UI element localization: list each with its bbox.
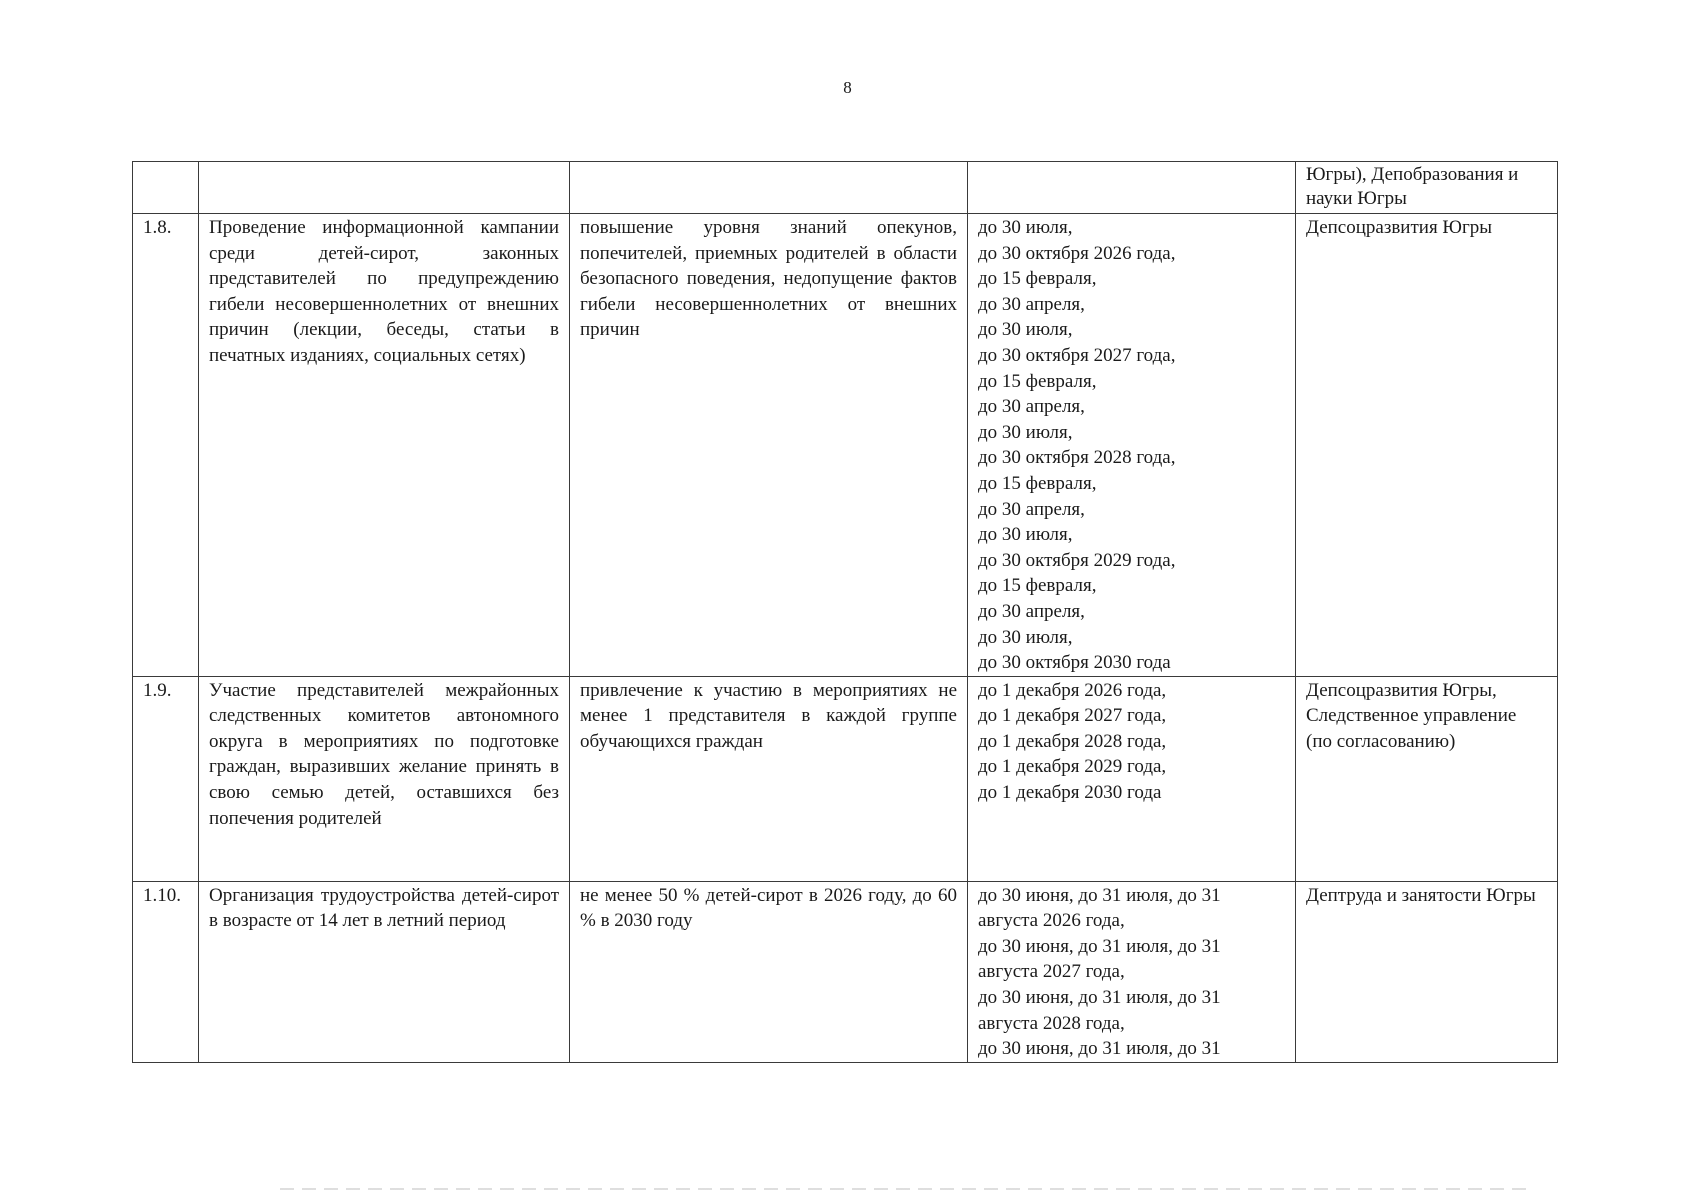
cell-deadline xyxy=(968,162,1296,214)
deadline-line: до 30 апреля, xyxy=(978,293,1085,315)
measures-table xyxy=(132,161,1558,1063)
result-text: привлечение к участию в мероприятиях не менее 1 представителя в каждой группе обучающихся граждан xyxy=(570,676,968,881)
responsible-text: Депсоцразвития Югры, Следственное управление (по согласованию) xyxy=(1296,676,1558,881)
deadline-line: до 30 октября 2029 года, xyxy=(978,549,1176,571)
deadline-line: до 30 июня, до 31 июля, до 31 xyxy=(978,1038,1221,1060)
scan-artifact-line xyxy=(280,1188,1530,1190)
deadline-line: до 15 февраля, xyxy=(978,370,1097,392)
row-number: 1.8. xyxy=(133,214,199,677)
result-text: не менее 50 % детей-сирот в 2026 году, до 60 % в 2030 году xyxy=(570,881,968,1062)
activity-text: Проведение информационной кампании среди детей-сирот, законных представителей по предупреждению гибели несовершеннолетних от внешних причин (лекции, беседы, статьи в печатных изданиях, социальных сетях) xyxy=(199,214,570,677)
deadline-line: до 30 июля, xyxy=(978,421,1073,443)
activity-text: Участие представителей межрайонных следственных комитетов автономного округа в мероприятиях по подготовке граждан, выразивших желание принять в свою семью детей, оставшихся без попечения родителей xyxy=(199,676,570,881)
responsible-text: Дептруда и занятости Югры xyxy=(1296,881,1558,1062)
cell-num xyxy=(133,162,199,214)
responsible-text: Депсоцразвития Югры xyxy=(1296,214,1558,677)
deadline-line: до 30 июля, xyxy=(978,217,1073,238)
deadline-line: до 1 декабря 2026 года, xyxy=(978,679,1167,701)
deadline-line: до 30 июля, xyxy=(978,319,1073,341)
deadline-line: до 30 октября 2030 года xyxy=(978,652,1171,674)
deadline-line: до 15 февраля, xyxy=(978,472,1097,494)
result-text: повышение уровня знаний опекунов, попечителей, приемных родителей в области безопасного поведения, недопущение фактов гибели несовершеннолетних от внешних причин xyxy=(570,214,968,677)
table-row xyxy=(133,214,1558,677)
activity-text: Организация трудоустройства детей-сирот в возрасте от 14 лет в летний период xyxy=(199,881,570,1062)
deadline-line: до 1 декабря 2027 года, xyxy=(978,705,1167,727)
deadline-line: до 30 апреля, xyxy=(978,498,1085,520)
deadline-list xyxy=(968,214,1296,677)
deadline-list xyxy=(968,881,1296,1062)
deadline-line: до 1 декабря 2030 года xyxy=(978,782,1162,804)
deadline-line: до 30 июня, до 31 июля, до 31 xyxy=(978,884,1221,906)
deadline-line: до 30 октября 2026 года, xyxy=(978,242,1176,264)
deadline-line: до 1 декабря 2028 года, xyxy=(978,730,1167,752)
deadline-line: до 30 апреля, xyxy=(978,396,1085,418)
deadline-line: до 1 декабря 2029 года, xyxy=(978,756,1167,778)
deadline-line: августа 2028 года, xyxy=(978,1012,1125,1034)
deadline-line: до 30 октября 2027 года, xyxy=(978,344,1176,366)
table-row xyxy=(133,676,1558,881)
deadline-line: до 30 июля, xyxy=(978,626,1073,648)
cell-responsible: Югры), Депобразования и науки Югры xyxy=(1296,162,1558,214)
row-number: 1.10. xyxy=(133,881,199,1062)
deadline-line: до 30 июля, xyxy=(978,524,1073,546)
cell-result xyxy=(570,162,968,214)
cell-activity xyxy=(199,162,570,214)
page-number: 8 xyxy=(843,78,852,97)
deadline-line: до 30 октября 2028 года, xyxy=(978,447,1176,469)
deadline-line: до 30 апреля, xyxy=(978,600,1085,622)
deadline-list xyxy=(968,676,1296,881)
deadline-line: августа 2026 года, xyxy=(978,910,1125,932)
table-row xyxy=(133,881,1558,1062)
deadline-line: до 30 июня, до 31 июля, до 31 xyxy=(978,935,1221,957)
deadline-line: до 30 июня, до 31 июля, до 31 xyxy=(978,987,1221,1009)
deadline-line: августа 2027 года, xyxy=(978,961,1125,983)
deadline-line: до 15 февраля, xyxy=(978,575,1097,597)
deadline-line: до 15 февраля, xyxy=(978,268,1097,290)
continuation-row xyxy=(133,162,1558,214)
row-number: 1.9. xyxy=(133,676,199,881)
